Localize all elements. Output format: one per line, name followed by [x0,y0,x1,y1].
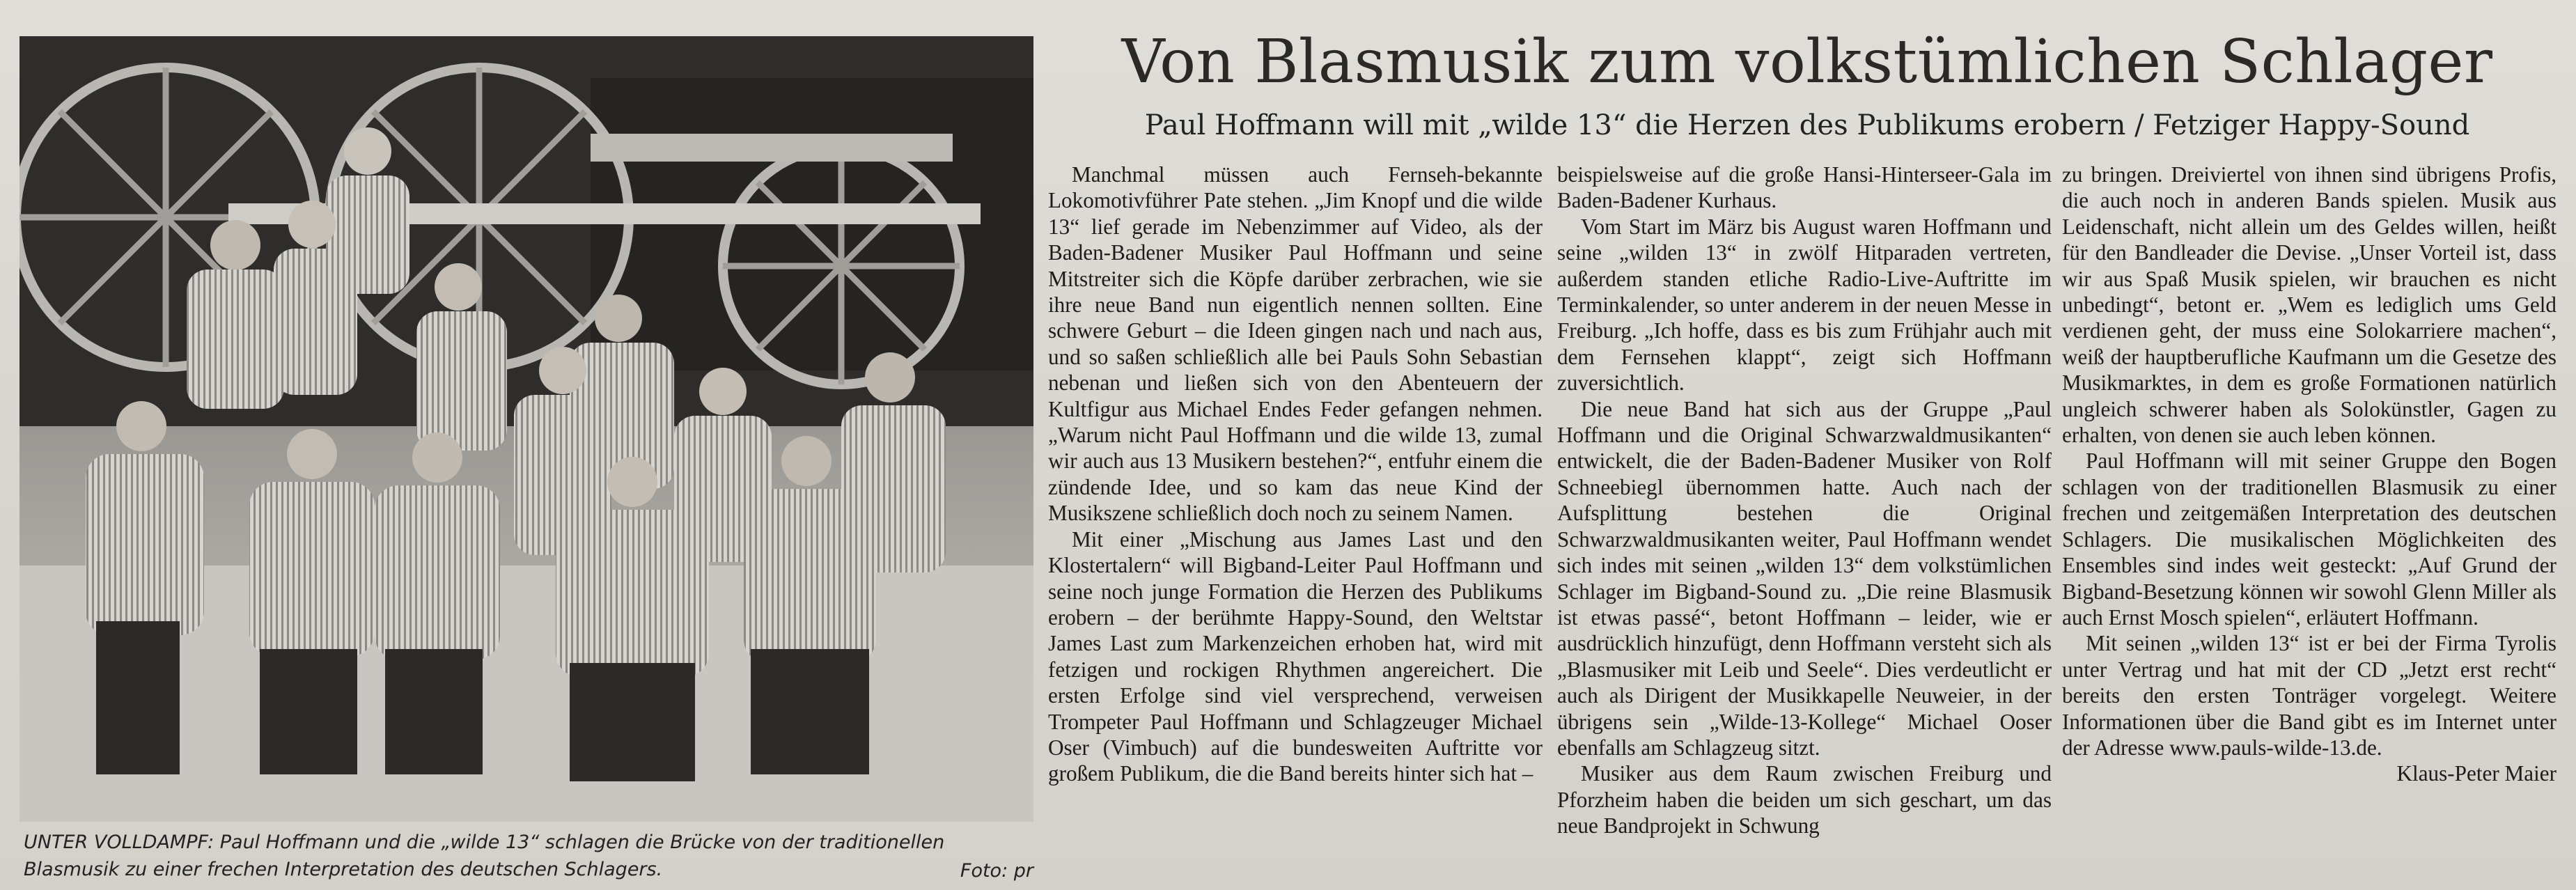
paragraph: Vom Start im März bis August waren Hoffmann und seine „wilden 13“ in zwölf Hitparaden vertreten, außerdem standen etliche Radio-Live-Auftritte im Terminkalender, so unter anderem in der neuen Messe in Freiburg. „Ich hoffe, dass es bis zum Frühjahr auch mit dem Fernsehen klappt“, zeigt sich Hoffmann zuversichtlich. [1557,214,2052,396]
paragraph: Musiker aus dem Raum zwischen Freiburg und Pforzheim haben die beiden um sich geschart, um das neue Bandprojekt in Schwung [1557,761,2052,838]
band-photo-illustration [19,36,1033,822]
article-column-2 [1557,162,2052,886]
paragraph: Mit einer „Mischung aus James Last und den Klostertalern“ will Bigband-Leiter Paul Hoffmann und seine noch junge Formation die Herzen des Publikums erobern – der berühmte Happy-Sound, den Weltstar James Last zum Markenzeichen erhoben hat, wird mit fetzigen und rockigen Rhythmen angereichert. Die ersten Erfolge sind viel versprechend, verweisen Trompeter Paul Hoffmann und Schlagzeuger Michael Oser (Vimbuch) auf die bundesweiten Auftritte vor großem Publikum, die die Band bereits hinter sich hat – [1048,526,1543,786]
paragraph: Paul Hoffmann will mit seiner Gruppe den Bogen schlagen von der traditionellen Blasmusik zu einer frechen und zeitgemäßen Interpretation des deutschen Schlagers. Die musikalischen Möglichkeiten des Ensembles sind indes weit gesteckt: „Auf Grund der Bigband-Besetzung können wir sowohl Glenn Miller als auch Ernst Mosch spielen“, erläutert Hoffmann. [2062,448,2557,630]
article-headline: Von Blasmusik zum volkstümlichen Schlager [1121,27,2493,97]
photo-credit: Foto: pr [960,860,1033,882]
paragraph: Manchmal müssen auch Fernseh-bekannte Lokomotivführer Pate stehen. „Jim Knopf und die wilde 13“ lief gerade im Nebenzimmer auf Video, als der Baden-Badener Musiker Paul Hoffmann und seine Mitstreiter sich die Köpfe darüber zerbrachen, wie sie ihre neue Band nun eigentlich nennen sollten. Eine schwere Geburt – die Ideen gingen nach und nach aus, und so saßen schließlich alle bei Pauls Sohn Sebastian nebenan und ließen sich von den Abenteuern der Kultfigur aus Michael Endes Feder gefangen nehmen. „Warum nicht Paul Hoffmann und die wilde 13, zumal wir auch aus 13 Musikern bestehen?“, entfuhr einem die zündende Idee, und so kam das neue Kind der Musikszene schließlich doch noch zu seinem Namen. [1048,162,1543,526]
article-subheadline: Paul Hoffmann will mit „wilde 13“ die Herzen des Publikums erobern / Fetziger Happy-Sound [1144,109,2470,141]
author-byline: Klaus-Peter Maier [2396,761,2557,786]
article-column-3 [2062,162,2557,886]
paragraph [2062,630,2557,786]
photo-caption-text: UNTER VOLLDAMPF: Paul Hoffmann und die „wilde 13“ schlagen die Brücke von der traditionellen Blasmusik zu einer frechen Interpretation des deutschen Schlagers. [24,832,945,880]
paragraph: beispielsweise auf die große Hansi-Hinterseer-Gala im Baden-Badener Kurhaus. [1557,162,2052,213]
photo-caption [24,829,1033,884]
paragraph: zu bringen. Dreiviertel von ihnen sind übrigens Profis, die auch noch in anderen Bands spielen. Musik aus Leidenschaft, nicht allein um des Geldes willen, heißt für den Bandleader die Devise. „Unser Vorteil ist, dass wir aus Spaß Musik spielen, wir brauchen es nicht unbedingt“, betont er. „Wem es lediglich ums Geld verdienen geht, der muss eine Solokarriere machen“, weiß der hauptberufliche Kaufmann um die Gesetze des Musikmarktes, in dem es große Formationen natürlich ungleich schwerer haben als Solokünstler, Gagen zu erhalten, von denen sie auch leben können. [2062,162,2557,448]
band-photo [19,36,1033,822]
paragraph: Die neue Band hat sich aus der Gruppe „Paul Hoffmann und die Original Schwarzwaldmusikanten“ entwickelt, die der Baden-Badener Musiker von Rolf Schneebiegl übernommen hatte. Auch nach der Aufsplittung bestehen die Original Schwarzwaldmusikanten weiter, Paul Hoffmann wendet sich indes mit seinen „wilden 13“ dem volkstümlichen Schlager im Bigband-Sound zu. „Die reine Blasmusik ist etwas passé“, betont Hoffmann – leider, wie er ausdrücklich hinzufügt, denn Hoffmann versteht sich als „Blasmusiker mit Leib und Seele“. Dies verdeutlicht er auch als Dirigent der Musikkapelle Neuweier, in der übrigens sein „Wilde-13-Kollege“ Michael Ooser ebenfalls am Schlagzeug sitzt. [1557,396,2052,760]
paragraph-text: Mit seinen „wilden 13“ ist er bei der Firma Tyrolis unter Vertrag und hat mit der CD „Jetzt erst recht“ bereits den ersten Tonträger vorgelegt. Weitere Informationen über die Band gibt es im Internet unter der Adresse www.pauls-wilde-13.de. [2062,631,2557,760]
article-column-1 [1048,162,1543,886]
